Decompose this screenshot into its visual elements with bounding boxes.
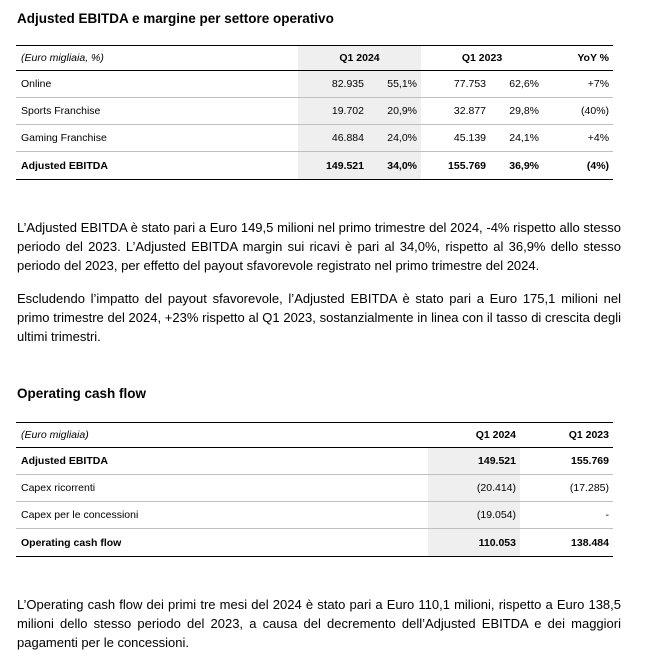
cell-margin-2024: 24,0% [368, 125, 421, 152]
header-q1-2023: Q1 2023 [421, 46, 543, 71]
total-value-2023: 138.484 [520, 529, 613, 557]
table-header-row [16, 46, 613, 71]
row-label: Capex ricorrenti [16, 475, 428, 502]
paragraph-cash-flow: L’Operating cash flow dei primi tre mesi del 2024 è stato pari a Euro 110,1 milioni, rispetto a Euro 138,5 milioni dello stesso periodo del 2023, a causa del decremento dell’Adjusted EBITDA e dei maggiori pagamenti per le concessioni. [17, 597, 621, 650]
paragraph-ebitda-1: L’Adjusted EBITDA è stato pari a Euro 149,5 milioni nel primo trimestre del 2024, -4% rispetto allo stesso periodo del 2023. L’Adjusted EBITDA margin sui ricavi è pari al 34,0%, rispetto al 36,9% dello stesso periodo del 2023, per effetto del payout sfavorevole registrato nel primo trimestre del 2024. [17, 220, 621, 273]
cell-value-2023: (17.285) [520, 475, 613, 502]
table-row [16, 502, 613, 529]
cell-margin-2024: 20,9% [368, 98, 421, 125]
cash-flow-table [16, 422, 613, 557]
total-margin-2024: 34,0% [368, 152, 421, 180]
total-label: Operating cash flow [16, 529, 428, 557]
cell-yoy: +7% [543, 71, 613, 98]
row-label: Sports Franchise [16, 98, 298, 125]
cell-value-2023: 32.877 [421, 98, 490, 125]
header-q1-2024: Q1 2024 [428, 423, 520, 448]
total-yoy: (4%) [543, 152, 613, 180]
table-row [16, 98, 613, 125]
table-row [16, 71, 613, 98]
ebitda-table [16, 45, 613, 180]
total-value-2024: 110.053 [428, 529, 520, 557]
cell-value-2023: 45.139 [421, 125, 490, 152]
cell-value-2023: - [520, 502, 613, 529]
row-label: Gaming Franchise [16, 125, 298, 152]
paragraph-ebitda-2: Escludendo l’impatto del payout sfavorevole, l’Adjusted EBITDA è stato pari a Euro 175,1 milioni nel primo trimestre del 2024, +23% rispetto al Q1 2023, sostanzialmente in linea con il tasso di crescita degli ultimi trimestri. [17, 291, 621, 344]
table-row [16, 448, 613, 475]
table-header-row [16, 423, 613, 448]
unit-label: (Euro migliaia) [16, 423, 428, 448]
unit-label: (Euro migliaia, %) [16, 46, 298, 71]
cell-value-2023: 155.769 [520, 448, 613, 475]
header-yoy: YoY % [543, 46, 613, 71]
table-total-row [16, 152, 613, 180]
cell-value-2024: 82.935 [298, 71, 368, 98]
cell-margin-2024: 55,1% [368, 71, 421, 98]
total-label: Adjusted EBITDA [16, 152, 298, 180]
cell-value-2024: 19.702 [298, 98, 368, 125]
cell-value-2024: 46.884 [298, 125, 368, 152]
cell-margin-2023: 24,1% [490, 125, 543, 152]
cell-margin-2023: 29,8% [490, 98, 543, 125]
header-q1-2024: Q1 2024 [298, 46, 421, 71]
table-total-row [16, 529, 613, 557]
section-title-ebitda: Adjusted EBITDA e margine per settore operativo [17, 11, 334, 26]
total-value-2023: 155.769 [421, 152, 490, 180]
cell-yoy: +4% [543, 125, 613, 152]
total-margin-2023: 36,9% [490, 152, 543, 180]
cell-margin-2023: 62,6% [490, 71, 543, 98]
row-label: Online [16, 71, 298, 98]
header-q1-2023: Q1 2023 [520, 423, 613, 448]
cell-yoy: (40%) [543, 98, 613, 125]
cell-value-2024: (20.414) [428, 475, 520, 502]
table-row [16, 475, 613, 502]
section-title-cash-flow: Operating cash flow [17, 386, 147, 401]
total-value-2024: 149.521 [298, 152, 368, 180]
cell-value-2024: 149.521 [428, 448, 520, 475]
row-label: Capex per le concessioni [16, 502, 428, 529]
cell-value-2024: (19.054) [428, 502, 520, 529]
row-label: Adjusted EBITDA [16, 448, 428, 475]
cell-value-2023: 77.753 [421, 71, 490, 98]
table-row [16, 125, 613, 152]
